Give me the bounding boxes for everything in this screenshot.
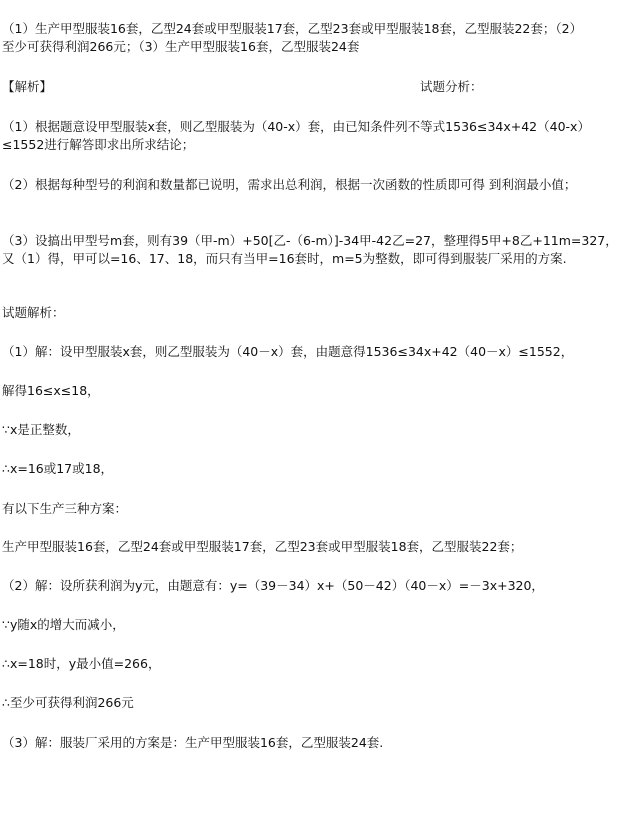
analysis-paragraph-2: （2）根据每种型号的利润和数量都已说明，需求出总利润，根据一次函数的性质即可得 到利润最小值； (2, 177, 577, 192)
solution-step-4: ∴x=16或17或18， (2, 461, 114, 476)
solution-step-6: 生产甲型服装16套，乙型24套或甲型服装17套，乙型23套或甲型服装18套，乙型服装22套； (2, 539, 523, 554)
solution-step-3: ∵x是正整数， (2, 422, 80, 437)
solution-step-11: （3）解：服装厂采用的方案是：生产甲型服装16套，乙型服装24套. (2, 735, 384, 750)
solution-step-9: ∴x=18时，y最小值=266， (2, 656, 161, 671)
answer-line-2: 至少可获得利润266元；（3）生产甲型服装16套，乙型服装24套 (2, 39, 360, 54)
solution-title: 试题解析： (2, 305, 65, 320)
solution-step-10: ∴至少可获得利润266元 (2, 695, 134, 710)
solution-step-5: 有以下生产三种方案： (2, 501, 128, 516)
solution-step-7: （2）解：设所获利润为y元，由题意有：y=（39－34）x+（50－42）（40－x）=－3x+320， (2, 578, 544, 593)
answer-line-1: （1）生产甲型服装16套，乙型24套或甲型服装17套，乙型23套或甲型服装18套，乙型服装22套；（2） (2, 21, 583, 36)
analysis-paragraph-1: （1）根据题意设甲型服装x套，则乙型服装为（40-x）套，由已知条件列不等式1536≤34x+42（40-x）≤1552进行解答即求出所求结论； (2, 119, 590, 152)
solution-step-2: 解得16≤x≤18， (2, 383, 100, 398)
solution-step-8: ∵y随x的增大而减小， (2, 617, 125, 632)
analysis-intro-label: 试题分析： (420, 79, 483, 94)
solution-step-1: （1）解：设甲型服装x套，则乙型服装为（40－x）套，由题意得1536≤34x+42（40－x）≤1552， (2, 344, 574, 359)
analysis-paragraph-3: （3）设搞出甲型号m套，则有39（甲-m）+50[乙-（6-m）]-34甲-42乙=27，整理得5甲+8乙+11m=327，又（1）得，甲可以=16、17、18，而只有当甲=16套时，m=5为整数，即可得到服装厂采用的方案. (2, 233, 618, 266)
analysis-header: 【解析】 (2, 79, 53, 94)
